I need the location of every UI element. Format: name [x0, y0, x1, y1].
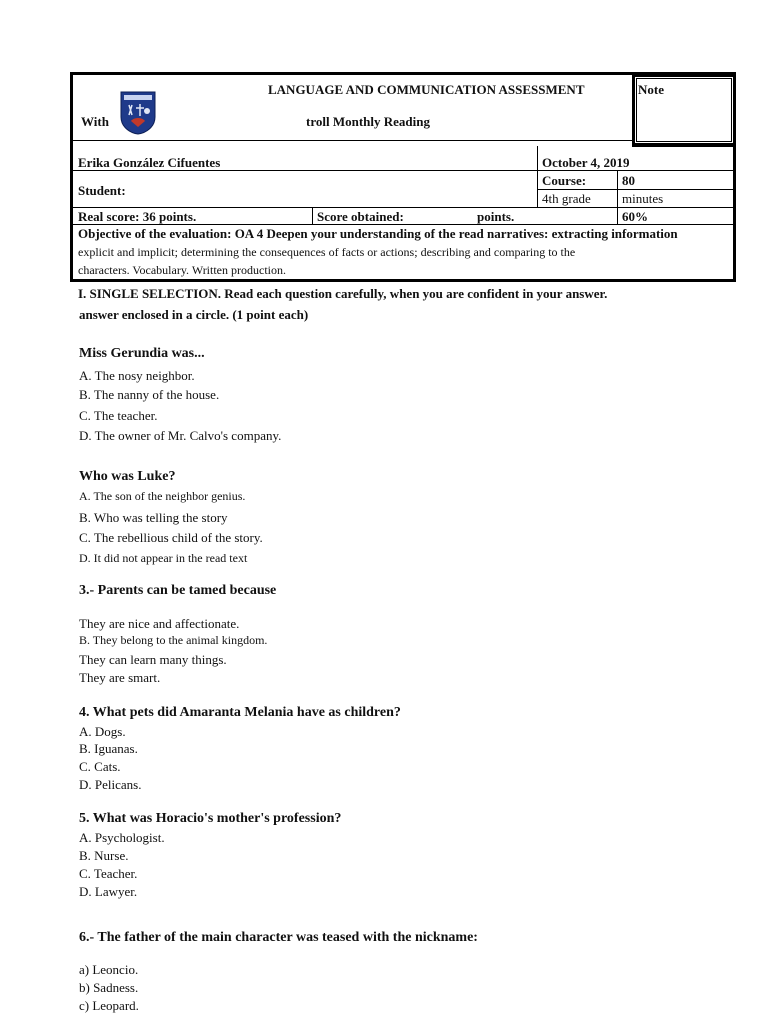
rule — [72, 207, 734, 208]
objective-line: characters. Vocabulary. Written production. — [78, 263, 287, 277]
option[interactable]: D. Lawyer. — [79, 884, 138, 899]
instructions-line: answer enclosed in a circle. (1 point each) — [79, 307, 309, 322]
question-4: 4. What pets did Amaranta Melania have as children? — [79, 705, 401, 720]
student-label: Student: — [78, 183, 126, 198]
percent-value: 60% — [622, 209, 648, 224]
question-1: Miss Gerundia was... — [79, 346, 205, 361]
course-value: 4th grade — [542, 191, 591, 206]
assessment-date: October 4, 2019 — [542, 155, 630, 170]
duration-unit: minutes — [622, 191, 664, 206]
option[interactable]: A. Dogs. — [79, 724, 126, 739]
option[interactable]: B. They belong to the animal kingdom. — [79, 633, 268, 647]
option[interactable]: They are nice and affectionate. — [79, 616, 240, 631]
real-score: Real score: 36 points. — [78, 209, 197, 224]
assessment-title: LANGUAGE AND COMMUNICATION ASSESSMENT — [268, 82, 585, 97]
option[interactable]: c) Leopard. — [79, 998, 139, 1013]
option[interactable]: B. Who was telling the story — [79, 510, 228, 525]
option[interactable]: They can learn many things. — [79, 652, 227, 667]
score-obtained-label: Score obtained: — [317, 209, 404, 224]
note-label: Note — [638, 82, 664, 97]
objective-line: explicit and implicit; determining the consequences of facts or actions; describing and comparing to the — [78, 245, 576, 259]
rule — [537, 146, 538, 207]
question-2: Who was Luke? — [79, 469, 176, 484]
rule — [312, 207, 313, 224]
option[interactable]: C. Teacher. — [79, 866, 138, 881]
option[interactable]: A. Psychologist. — [79, 830, 165, 845]
option[interactable]: A. The son of the neighbor genius. — [79, 489, 246, 503]
option[interactable]: C. Cats. — [79, 759, 121, 774]
course-label: Course: — [542, 173, 587, 188]
option[interactable]: B. Nurse. — [79, 848, 129, 863]
points-label: points. — [477, 209, 515, 224]
duration-value: 80 — [622, 173, 635, 188]
question-3: 3.- Parents can be tamed because — [79, 583, 277, 598]
with-label: With — [81, 114, 109, 129]
option[interactable]: C. The teacher. — [79, 408, 158, 423]
option[interactable]: A. The nosy neighbor. — [79, 368, 195, 383]
school-crest-logo — [120, 91, 156, 135]
rule — [617, 170, 618, 224]
assessment-subtitle: troll Monthly Reading — [306, 114, 430, 129]
objective-heading: Objective of the evaluation: OA 4 Deepen your understanding of the read narratives: extracting information — [78, 226, 678, 241]
option[interactable]: B. Iguanas. — [79, 741, 138, 756]
rule — [537, 189, 734, 190]
question-5: 5. What was Horacio's mother's profession? — [79, 811, 342, 826]
option[interactable]: b) Sadness. — [79, 980, 139, 995]
option[interactable]: C. The rebellious child of the story. — [79, 530, 263, 545]
option[interactable]: D. Pelicans. — [79, 777, 142, 792]
option[interactable]: B. The nanny of the house. — [79, 387, 220, 402]
rule — [632, 146, 734, 147]
teacher-name: Erika González Cifuentes — [78, 155, 221, 170]
option[interactable]: D. The owner of Mr. Calvo's company. — [79, 428, 282, 443]
rule — [72, 140, 632, 141]
instructions-line: I. SINGLE SELECTION. Read each question carefully, when you are confident in your answer. — [78, 286, 608, 301]
question-6: 6.- The father of the main character was teased with the nickname: — [79, 930, 478, 945]
option[interactable]: D. It did not appear in the read text — [79, 551, 248, 565]
option[interactable]: They are smart. — [79, 670, 161, 685]
option[interactable]: a) Leoncio. — [79, 962, 139, 977]
